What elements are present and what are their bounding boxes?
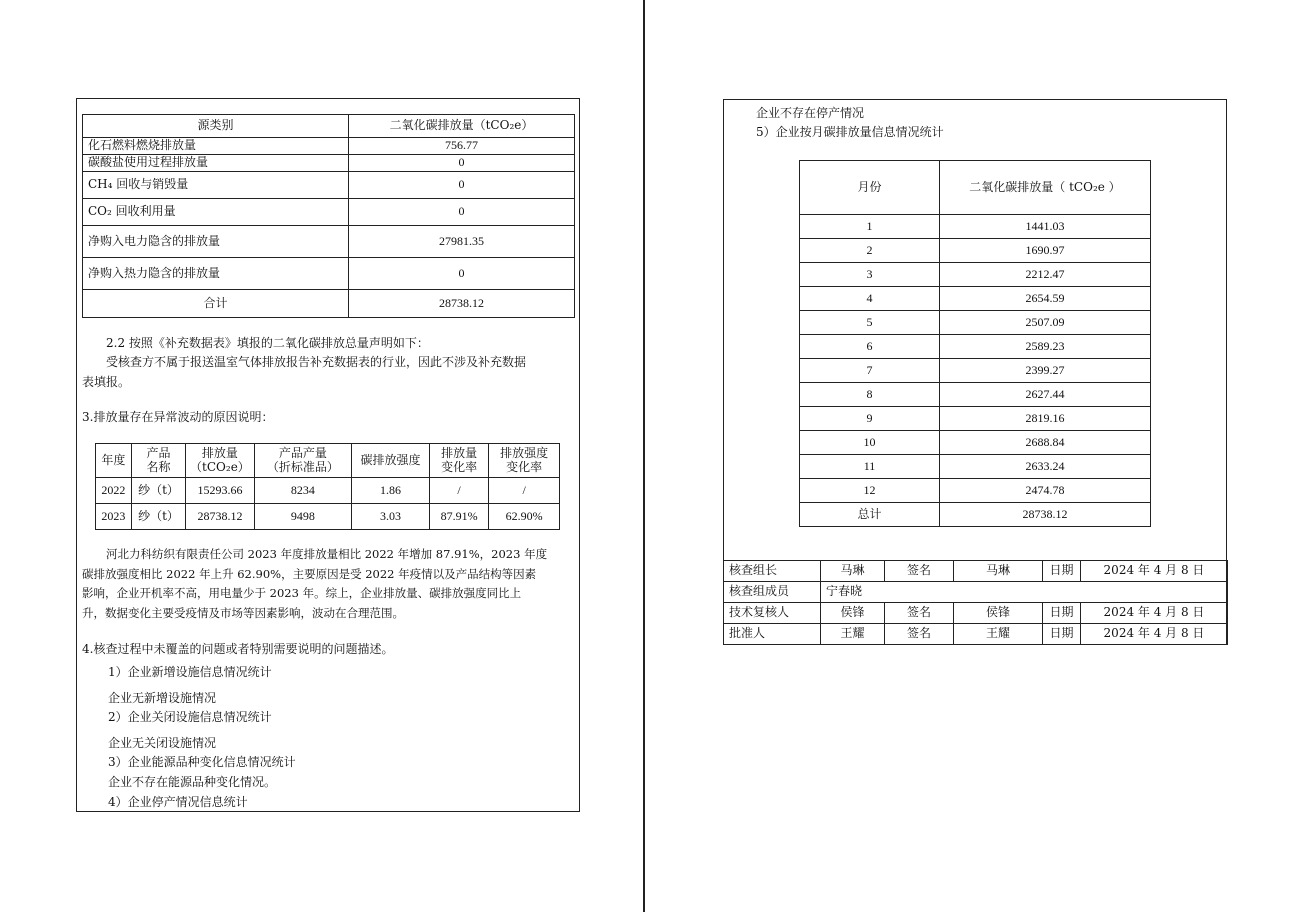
- reviewer-name: 侯锋: [821, 603, 885, 624]
- approver-label: 批准人: [724, 624, 821, 645]
- section-4-item: 3）企业能源品种变化信息情况统计: [108, 755, 296, 769]
- row-value: 756.77: [349, 138, 575, 155]
- total-label: 总计: [800, 503, 940, 527]
- sign-label: 签名: [885, 624, 954, 645]
- month-cell: 9: [800, 407, 940, 431]
- signoff-row-members: [724, 582, 1228, 603]
- section-3-heading: 3.排放量存在异常波动的原因说明：: [82, 410, 274, 424]
- table-row: [800, 287, 1151, 311]
- month-cell: 3: [800, 263, 940, 287]
- cell: 3.03: [352, 504, 430, 530]
- table-total-row: [83, 290, 575, 318]
- page-divider: [643, 0, 645, 912]
- signoff-table: [723, 560, 1228, 645]
- col-header-emission: 排放量 （tCO₂e）: [186, 444, 255, 478]
- date-label: 日期: [1043, 603, 1081, 624]
- col-header-year: 年度: [96, 444, 132, 478]
- value-cell: 2474.78: [940, 479, 1151, 503]
- table-row: [800, 407, 1151, 431]
- cell: 28738.12: [186, 504, 255, 530]
- table-row: [800, 431, 1151, 455]
- cell: 87.91%: [429, 504, 488, 530]
- row-value: 0: [349, 258, 575, 290]
- member-label: 核查组成员: [724, 582, 821, 603]
- value-cell: 2507.09: [940, 311, 1151, 335]
- table-row: [800, 311, 1151, 335]
- analysis-line-1: 河北力科纺织有限责任公司 2023 年度排放量相比 2022 年增加 87.91%，2023 年度: [106, 547, 548, 561]
- value-cell: 2688.84: [940, 431, 1151, 455]
- table-total-row: [800, 503, 1151, 527]
- month-cell: 7: [800, 359, 940, 383]
- analysis-line-2: 碳排放强度相比 2022 年上升 62.90%，主要原因是受 2022 年疫情以及产品结构等因素: [82, 567, 537, 581]
- month-cell: 8: [800, 383, 940, 407]
- cell: /: [429, 478, 488, 504]
- section-4-item: 4）企业停产情况信息统计: [108, 795, 248, 809]
- reviewer-signature: 侯锋: [954, 603, 1043, 624]
- table-row: [800, 215, 1151, 239]
- approver-name: 王耀: [821, 624, 885, 645]
- cell: 纱（t）: [131, 478, 185, 504]
- cell: 8234: [254, 478, 351, 504]
- date-label: 日期: [1043, 561, 1081, 582]
- table-header-row: [96, 444, 560, 478]
- total-value: 28738.12: [349, 290, 575, 318]
- row-value: 0: [349, 199, 575, 226]
- month-cell: 11: [800, 455, 940, 479]
- signoff-row-approver: [724, 624, 1228, 645]
- leader-date: 2024 年 4 月 8 日: [1081, 561, 1228, 582]
- table-row: [96, 504, 560, 530]
- signoff-row-leader: [724, 561, 1228, 582]
- col-header-product: 产品 名称: [131, 444, 185, 478]
- sign-label: 签名: [885, 603, 954, 624]
- month-cell: 4: [800, 287, 940, 311]
- value-cell: 1441.03: [940, 215, 1151, 239]
- month-cell: 2: [800, 239, 940, 263]
- sign-label: 签名: [885, 561, 954, 582]
- cell: 15293.66: [186, 478, 255, 504]
- table-row: [83, 258, 575, 290]
- row-value: 27981.35: [349, 226, 575, 258]
- month-cell: 12: [800, 479, 940, 503]
- value-cell: 1690.97: [940, 239, 1151, 263]
- approver-signature: 王耀: [954, 624, 1043, 645]
- leader-label: 核查组长: [724, 561, 821, 582]
- cell: 1.86: [352, 478, 430, 504]
- row-label: 化石燃料燃烧排放量: [83, 138, 349, 155]
- cell: /: [489, 478, 560, 504]
- section-4-item: 企业不存在能源品种变化情况。: [108, 775, 277, 789]
- col-header-emission-change: 排放量 变化率: [429, 444, 488, 478]
- table-row: [800, 263, 1151, 287]
- value-cell: 2633.24: [940, 455, 1151, 479]
- section-2-2-text-line1: 受核查方不属于报送温室气体排放报告补充数据表的行业，因此不涉及补充数据: [106, 355, 527, 369]
- table-header-row: [800, 161, 1151, 215]
- table-row: [800, 383, 1151, 407]
- table-row: [800, 455, 1151, 479]
- table-row: [83, 172, 575, 199]
- monthly-emission-table: [799, 160, 1151, 527]
- header-co2: 二氧化碳排放量（ tCO₂e ）: [940, 161, 1151, 215]
- fluctuation-table: [95, 443, 560, 530]
- cell: 2022: [96, 478, 132, 504]
- total-label: 合计: [83, 290, 349, 318]
- table-row: [83, 199, 575, 226]
- month-cell: 1: [800, 215, 940, 239]
- leader-name: 马琳: [821, 561, 885, 582]
- section-2-2-text-line2: 表填报。: [82, 375, 131, 389]
- cell: 9498: [254, 504, 351, 530]
- table-row: [800, 479, 1151, 503]
- reviewer-date: 2024 年 4 月 8 日: [1081, 603, 1228, 624]
- table-row: [800, 335, 1151, 359]
- table-row: [800, 239, 1151, 263]
- col-header-intensity-change: 排放强度 变化率: [489, 444, 560, 478]
- leader-signature: 马琳: [954, 561, 1043, 582]
- analysis-line-3: 影响，企业开机率不高，用电量少于 2023 年。综上，企业排放量、碳排放强度同比上: [82, 586, 522, 600]
- table-row: [83, 155, 575, 172]
- row-label: 净购入热力隐含的排放量: [83, 258, 349, 290]
- header-co2: 二氧化碳排放量（tCO₂e）: [349, 115, 575, 138]
- table-row: [83, 138, 575, 155]
- value-cell: 2589.23: [940, 335, 1151, 359]
- cell: 62.90%: [489, 504, 560, 530]
- source-emission-table: [82, 114, 575, 318]
- section-4-item: 企业无关闭设施情况: [108, 736, 217, 750]
- table-row: [83, 226, 575, 258]
- cell: 2023: [96, 504, 132, 530]
- section-2-2-heading: 2.2 按照《补充数据表》填报的二氧化碳排放总量声明如下：: [106, 336, 429, 350]
- signoff-row-reviewer: [724, 603, 1228, 624]
- col-header-intensity: 碳排放强度: [352, 444, 430, 478]
- month-cell: 6: [800, 335, 940, 359]
- item-5-heading: 5）企业按月碳排放量信息情况统计: [756, 125, 944, 139]
- month-cell: 5: [800, 311, 940, 335]
- header-month: 月份: [800, 161, 940, 215]
- right-top-line: 企业不存在停产情况: [756, 106, 865, 120]
- table-row: [96, 478, 560, 504]
- value-cell: 2819.16: [940, 407, 1151, 431]
- row-label: CH₄ 回收与销毁量: [83, 172, 349, 199]
- value-cell: 2654.59: [940, 287, 1151, 311]
- row-label: 碳酸盐使用过程排放量: [83, 155, 349, 172]
- analysis-line-4: 升，数据变化主要受疫情及市场等因素影响，波动在合理范围。: [82, 606, 404, 620]
- date-label: 日期: [1043, 624, 1081, 645]
- total-value: 28738.12: [940, 503, 1151, 527]
- header-source: 源类别: [83, 115, 349, 138]
- section-4-item: 企业无新增设施情况: [108, 691, 217, 705]
- cell: 纱（t）: [131, 504, 185, 530]
- month-cell: 10: [800, 431, 940, 455]
- table-row: [800, 359, 1151, 383]
- section-4-item: 1）企业新增设施信息情况统计: [108, 665, 272, 679]
- section-4-item: 2）企业关闭设施信息情况统计: [108, 710, 272, 724]
- table-header-row: [83, 115, 575, 138]
- value-cell: 2212.47: [940, 263, 1151, 287]
- row-label: 净购入电力隐含的排放量: [83, 226, 349, 258]
- value-cell: 2627.44: [940, 383, 1151, 407]
- approver-date: 2024 年 4 月 8 日: [1081, 624, 1228, 645]
- col-header-output: 产品产量 （折标准品）: [254, 444, 351, 478]
- member-names: 宁春晓: [821, 582, 1228, 603]
- value-cell: 2399.27: [940, 359, 1151, 383]
- section-4-heading: 4.核查过程中未覆盖的问题或者特别需要说明的问题描述。: [82, 642, 394, 656]
- reviewer-label: 技术复核人: [724, 603, 821, 624]
- row-label: CO₂ 回收利用量: [83, 199, 349, 226]
- row-value: 0: [349, 155, 575, 172]
- row-value: 0: [349, 172, 575, 199]
